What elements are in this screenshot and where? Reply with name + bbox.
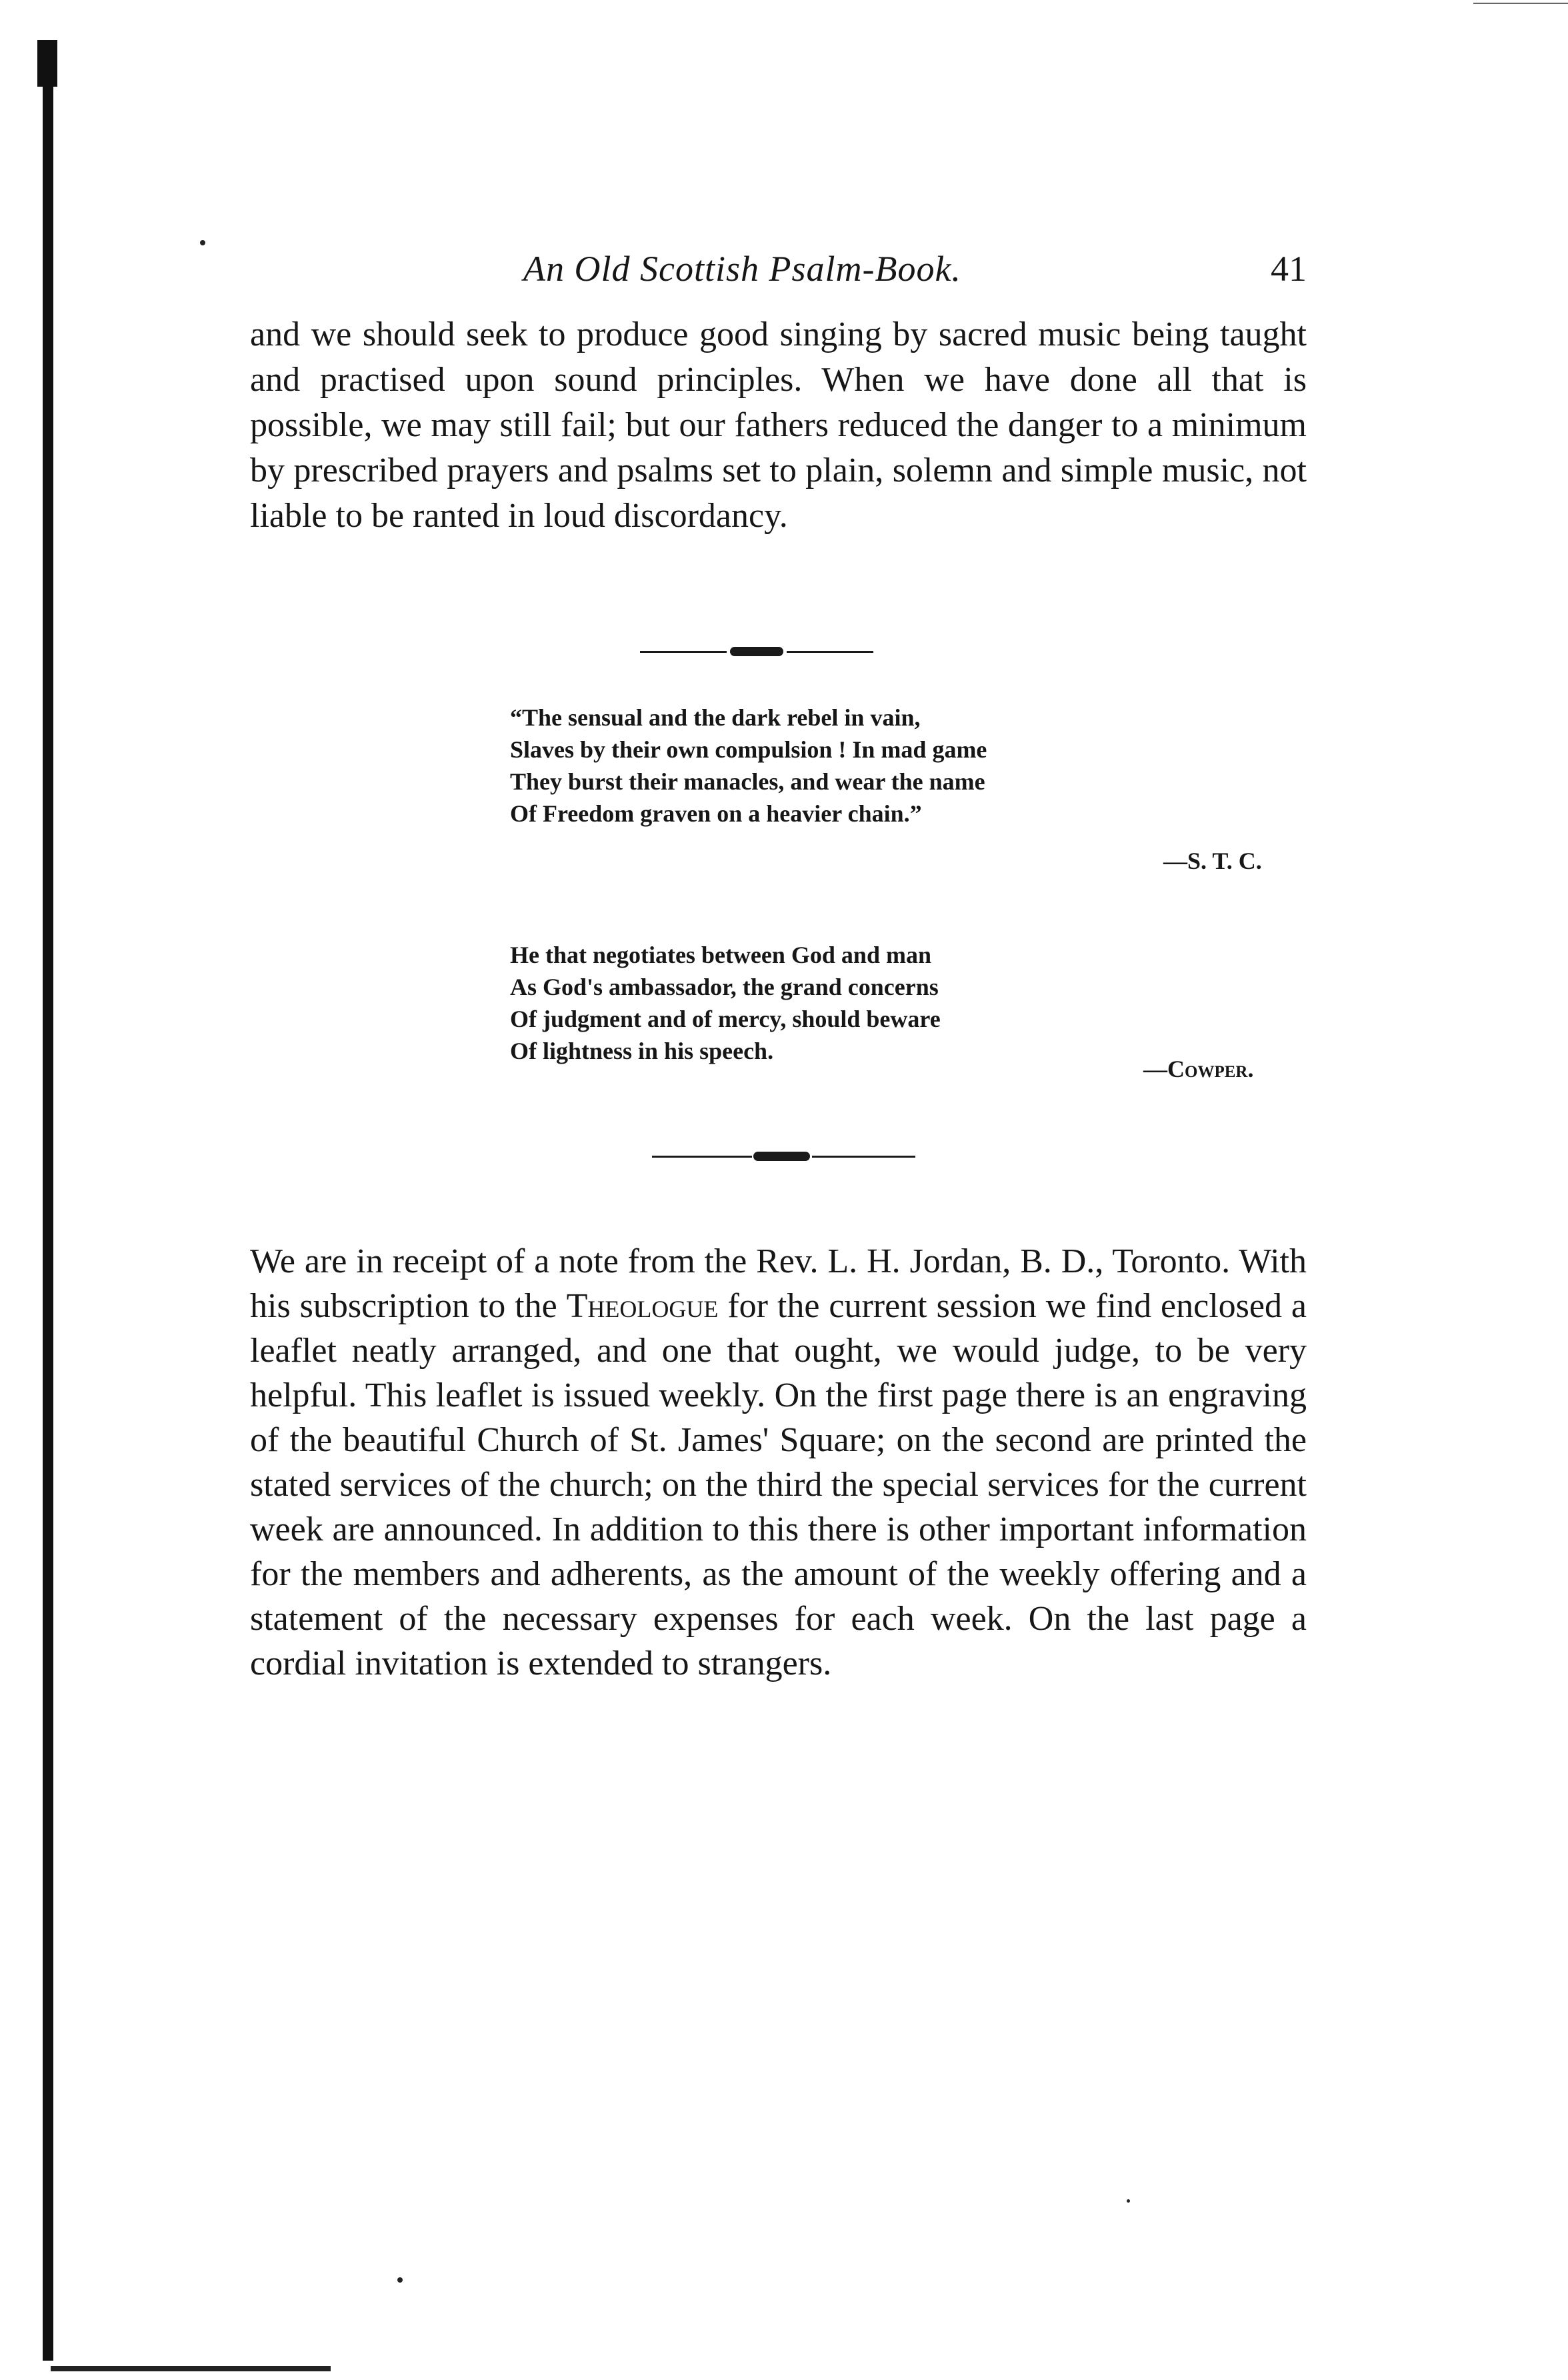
section-ornament — [652, 1152, 915, 1161]
verse-quotation — [510, 939, 941, 1067]
scan-edge-rule — [51, 2366, 331, 2371]
quotation-attribution: —Cowper. — [1143, 1056, 1254, 1082]
journal-name: Theologue — [566, 1287, 719, 1325]
paragraph: and we should seek to produce good singing by sacred music being taught and practised upon sound principles. When we have done all that is possible, we may still fail; but our fathers reduced the danger to a minimum by prescribed prayers and psalms set to plain, solemn and simple music, not liable to be ranted in loud discordancy. — [250, 315, 1307, 535]
verse-line: Of Freedom graven on a heavier chain.” — [510, 800, 922, 827]
scan-speck — [397, 2277, 403, 2283]
page-number: 41 — [1271, 249, 1307, 289]
verse-quotation — [510, 702, 987, 830]
verse-line: “The sensual and the dark rebel in vain, — [510, 704, 921, 731]
binding-shadow-top — [37, 40, 57, 87]
running-title: An Old Scottish Psalm-Book. — [523, 249, 961, 289]
binding-shadow — [43, 40, 53, 2361]
paragraph-text: We are in receipt of a note from the Rev. L. H. Jordan, B. D., Toronto. With his subscription to the — [250, 1242, 1307, 1325]
verse-line: As God's ambassador, the grand concerns — [510, 974, 939, 1000]
scan-edge-rule-top — [1473, 3, 1568, 4]
paragraph-text: for the current session we find enclosed a leaflet neatly arranged, and one that ought, we would judge, to be very helpful. This leaflet is issued weekly. On the first page there is an engraving of the beautiful Church of St. James' Square; on the second are printed the stated services of the church; on the third the special services for the current week are announced. In addition to this there is other important information for the members and adherents, as the amount of the weekly offering and a statement of the necessary expenses for each week. On the last page a cordial invitation is extended to strangers. — [250, 1287, 1307, 1682]
paragraph — [250, 1239, 1307, 1686]
scan-speck — [1127, 2199, 1130, 2203]
verse-line: He that negotiates between God and man — [510, 942, 931, 968]
verse-line: Of lightness in his speech. — [510, 1038, 774, 1064]
running-head — [253, 248, 1307, 295]
verse-line: Of judgment and of mercy, should beware — [510, 1006, 941, 1032]
verse-line: Slaves by their own compulsion ! In mad game — [510, 736, 987, 763]
scan-speck — [200, 240, 205, 245]
section-ornament — [640, 647, 873, 656]
verse-line: They burst their manacles, and wear the name — [510, 768, 985, 795]
quotation-attribution: —S. T. C. — [1163, 848, 1262, 874]
